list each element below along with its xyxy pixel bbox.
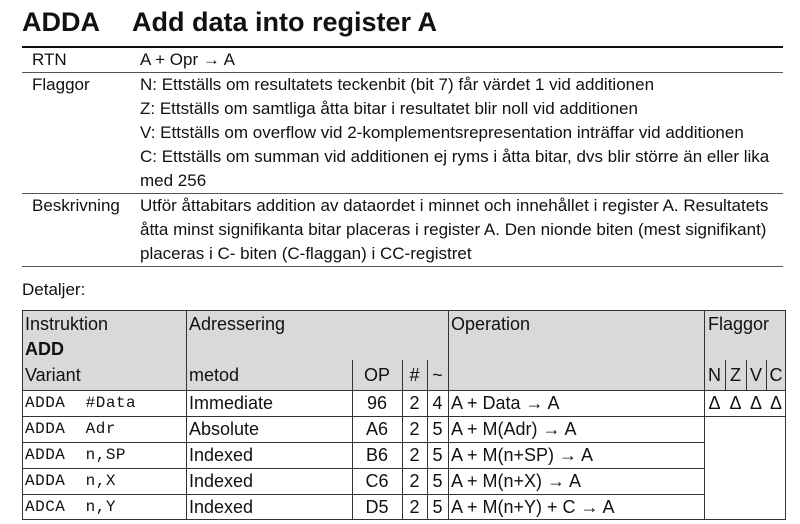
- description-line: placeras i C- biten (C-flaggan) i CC-registret: [140, 244, 472, 263]
- row-operation: A + M(n+SP) → A: [451, 445, 594, 465]
- header-flag-n: N: [708, 365, 721, 385]
- row-variant: ADDA n,SP: [25, 446, 127, 464]
- header-add: ADD: [25, 339, 64, 359]
- flag-z-description: Z: Ettställs om samtliga åtta bitar i resultatet blir noll vid additionen: [140, 99, 638, 118]
- header-cycles: ~: [432, 365, 443, 385]
- header-variant: Variant: [25, 365, 81, 385]
- header-flaggor: Flaggor: [708, 314, 770, 334]
- row-opcode: A6: [365, 419, 389, 439]
- row-bytes: 2: [409, 497, 420, 517]
- row-metod: Indexed: [189, 497, 254, 517]
- header-instruktion: Instruktion: [25, 314, 109, 334]
- row-opcode: D5: [365, 497, 389, 517]
- flag-n-description: N: Ettställs om resultatets teckenbit (bit 7) får värdet 1 vid additionen: [140, 75, 655, 94]
- details-table: [22, 310, 786, 520]
- row-bytes: 2: [409, 445, 420, 465]
- row-metod: Indexed: [189, 471, 254, 491]
- row-operation: A + Data → A: [451, 393, 560, 413]
- row-opcode: 96: [366, 393, 388, 413]
- description-line: Utför åttabitars addition av dataordet i minnet och innehållet i register A. Resultatets: [140, 196, 769, 215]
- flaggor-text: [136, 73, 783, 194]
- row-variant: ADDA Adr: [25, 420, 116, 438]
- row-operation: A + M(Adr) → A: [451, 419, 577, 439]
- header-flag-c: C: [769, 365, 783, 385]
- header-adressering: Adressering: [189, 314, 286, 334]
- instruction-title: Add data into register A: [132, 7, 438, 37]
- description-line: åtta minst signifikanta bitar placeras i register A. Den nionde biten (mest signifikant): [140, 220, 767, 239]
- flag-v-description: V: Ettställs om overflow vid 2-komplementsrepresentation inträffar vid additionen: [140, 123, 744, 142]
- flag-c-description: C: Ettställs om summan vid additionen ej ryms i åtta bitar, dvs blir större än eller lika: [140, 147, 770, 166]
- row-bytes: 2: [409, 419, 420, 439]
- row-variant: ADCA n,Y: [25, 498, 116, 516]
- row-bytes: 2: [409, 393, 420, 413]
- row-opcode: B6: [365, 445, 389, 465]
- row-metod: Indexed: [189, 445, 254, 465]
- row-cycles: 5: [432, 471, 443, 491]
- flag-c-description-cont: med 256: [140, 171, 207, 190]
- flaggor-label: Flaggor: [22, 73, 136, 194]
- rtn-label: RTN: [22, 47, 136, 73]
- header-metod: metod: [189, 365, 240, 385]
- header-bytes: #: [409, 365, 420, 385]
- beskrivning-label: Beskrivning: [22, 194, 136, 267]
- row-metod: Immediate: [189, 393, 274, 413]
- row-variant: ADDA #Data: [25, 394, 137, 412]
- header-flag-z: Z: [730, 365, 741, 385]
- row-opcode: C6: [365, 471, 389, 491]
- rtn-text: [136, 47, 783, 73]
- row-operation: A + M(n+Y) + C → A: [451, 497, 615, 517]
- row-operation: A + M(n+X) → A: [451, 471, 582, 491]
- instruction-mnemonic: ADDA: [22, 7, 100, 37]
- flag-c-effect: Δ: [769, 393, 783, 413]
- page-title: [22, 2, 437, 42]
- row-cycles: 5: [432, 497, 443, 517]
- flag-n-effect: Δ: [708, 393, 721, 413]
- header-operation: Operation: [451, 314, 531, 334]
- info-table: [22, 46, 783, 267]
- row-cycles: 5: [432, 419, 443, 439]
- row-cycles: 5: [432, 445, 443, 465]
- rtn-line: A + Opr → A: [140, 50, 235, 69]
- row-cycles: 4: [432, 393, 443, 413]
- header-op: OP: [363, 365, 390, 385]
- beskrivning-text: [136, 194, 783, 267]
- row-bytes: 2: [409, 471, 420, 491]
- row-metod: Absolute: [189, 419, 260, 439]
- flag-z-effect: Δ: [729, 393, 742, 413]
- flag-v-effect: Δ: [749, 393, 763, 413]
- row-variant: ADDA n,X: [25, 472, 116, 490]
- header-flag-v: V: [749, 365, 762, 385]
- details-label: Detaljer:: [22, 280, 86, 299]
